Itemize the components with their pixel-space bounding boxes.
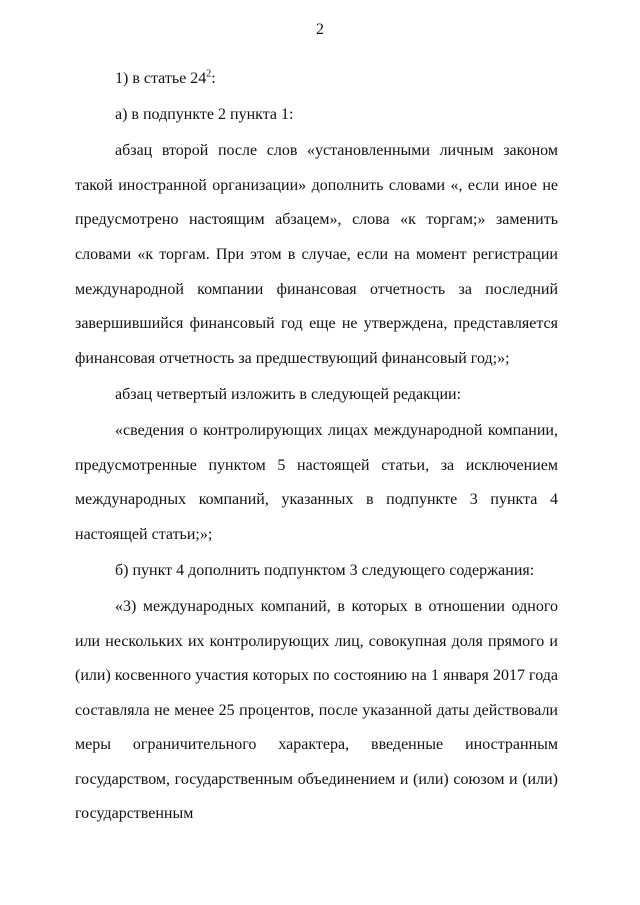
item-1-colon: :	[211, 70, 216, 87]
paragraph-podpunkt-3: «3) международных компаний, в которых в отношении одного или нескольких их контролирующих лиц, совокупная доля прямого и (или) косвенного участия которых по состоянию на 1 января 2017 года составляла не менее 25 процентов, после указанной даты действовали меры ограничительного характера, введенные иностранным государством, государственным объединением и (или) союзом и (или) государственным	[75, 597, 558, 823]
paragraph-abzac-vtoroy: абзац второй после слов «установленными личным законом такой иностранной организации» дополнить словами «, если иное не предусмотрено настоящим абзацем», слова «к торгам;» заменить словами «к торгам. При этом в случае, если на момент регистрации международной компании финансовая отчетность за последний завершившийся финансовый год еще не утверждена, представляется финансовая отчетность за предшествующий финансовый год;»;	[75, 142, 558, 367]
paragraph-svedenia: «сведения о контролирующих лицах международной компании, предусмотренные пунктом 5 настоящей статьи, за исключением международных компаний, указанных в подпункте 3 пункта 4 настоящей статьи;»;	[75, 421, 558, 543]
item-1-superscript: 2	[206, 68, 212, 80]
subitem-a-heading: а) в подпункте 2 пункта 1:	[115, 106, 294, 124]
paragraph-abzac-chetvertyy: абзац четвертый изложить в следующей редакции:	[115, 385, 462, 403]
item-1-heading	[75, 62, 558, 97]
page-number: 2	[316, 21, 324, 38]
subitem-b-heading: б) пункт 4 дополнить подпунктом 3 следующего содержания:	[115, 561, 535, 579]
item-1-text: 1) в статье 24	[115, 70, 207, 87]
document-body	[75, 62, 558, 832]
